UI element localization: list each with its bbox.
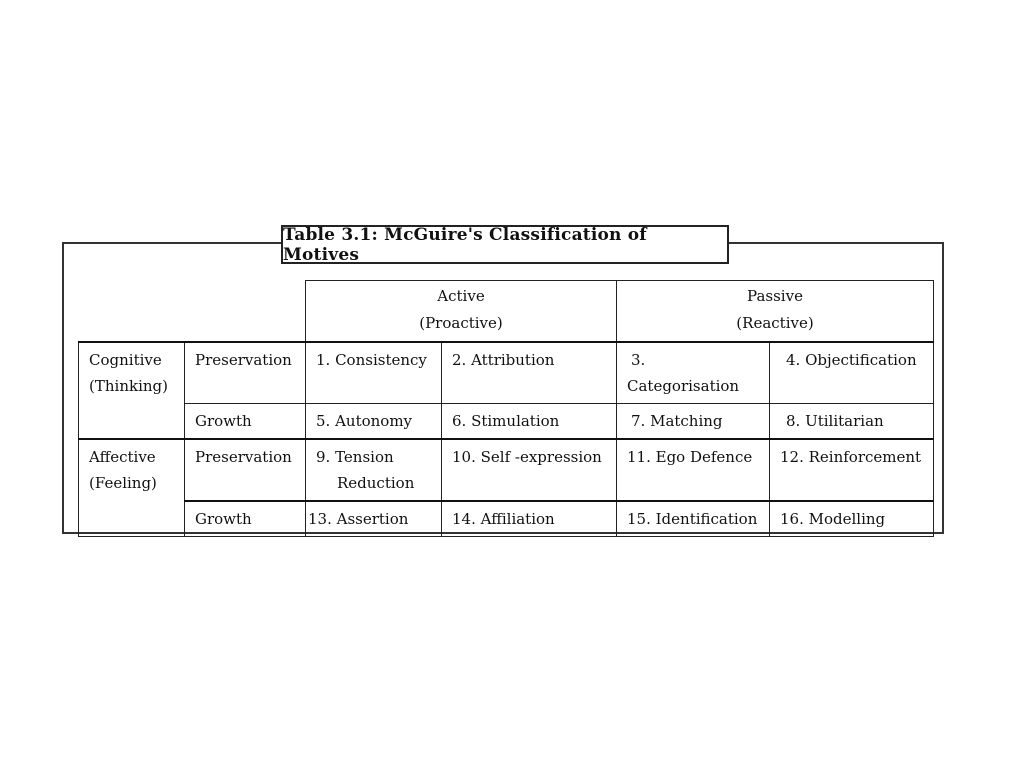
- motive-cell: 7. Matching: [617, 404, 770, 440]
- header-passive-subtitle: (Reactive): [736, 314, 814, 332]
- motive-cell-line1: 9. Tension: [316, 448, 394, 466]
- row-type: Preservation: [185, 439, 306, 501]
- motive-cell: 15. Identification: [617, 501, 770, 537]
- motive-cell: 6. Stimulation: [442, 404, 617, 440]
- group-sub: (Feeling): [89, 474, 157, 492]
- motive-cell: 4. Objectification: [770, 342, 934, 404]
- motive-cell: 2. Attribution: [442, 342, 617, 404]
- table-row: [79, 404, 934, 440]
- motive-cell: [617, 342, 770, 404]
- header-active-title: Active: [437, 287, 485, 305]
- motive-cell: 12. Reinforcement: [770, 439, 934, 501]
- motive-cell: 5. Autonomy: [306, 404, 442, 440]
- group-affective: [79, 439, 185, 537]
- motives-table: [78, 280, 934, 537]
- motive-cell: [306, 439, 442, 501]
- table-row: [79, 342, 934, 404]
- header-active: [306, 281, 617, 343]
- motive-cell: 1. Consistency: [306, 342, 442, 404]
- header-passive-title: Passive: [747, 287, 803, 305]
- group-name: Cognitive: [89, 351, 162, 369]
- table-row: [79, 501, 934, 537]
- header-row: [79, 281, 934, 343]
- motive-cell-line2: Categorisation: [627, 377, 740, 395]
- header-passive: [617, 281, 934, 343]
- motive-cell: 11. Ego Defence: [617, 439, 770, 501]
- group-sub: (Thinking): [89, 377, 168, 395]
- motive-cell-line2: Reduction: [337, 474, 415, 492]
- blank-corner: [79, 281, 306, 343]
- motive-cell: 16. Modelling: [770, 501, 934, 537]
- motive-cell-line1: 3.: [631, 351, 646, 369]
- motive-cell: 10. Self -expression: [442, 439, 617, 501]
- table-row: [79, 439, 934, 501]
- motive-cell: 8. Utilitarian: [770, 404, 934, 440]
- row-type: Growth: [185, 404, 306, 440]
- row-type: Preservation: [185, 342, 306, 404]
- row-type: Growth: [185, 501, 306, 537]
- group-name: Affective: [89, 448, 156, 466]
- group-cognitive: [79, 342, 185, 439]
- table-caption: Table 3.1: McGuire's Classification of Motives: [281, 225, 729, 264]
- motive-cell: 13. Assertion: [306, 501, 442, 537]
- header-active-subtitle: (Proactive): [419, 314, 503, 332]
- motive-cell: 14. Affiliation: [442, 501, 617, 537]
